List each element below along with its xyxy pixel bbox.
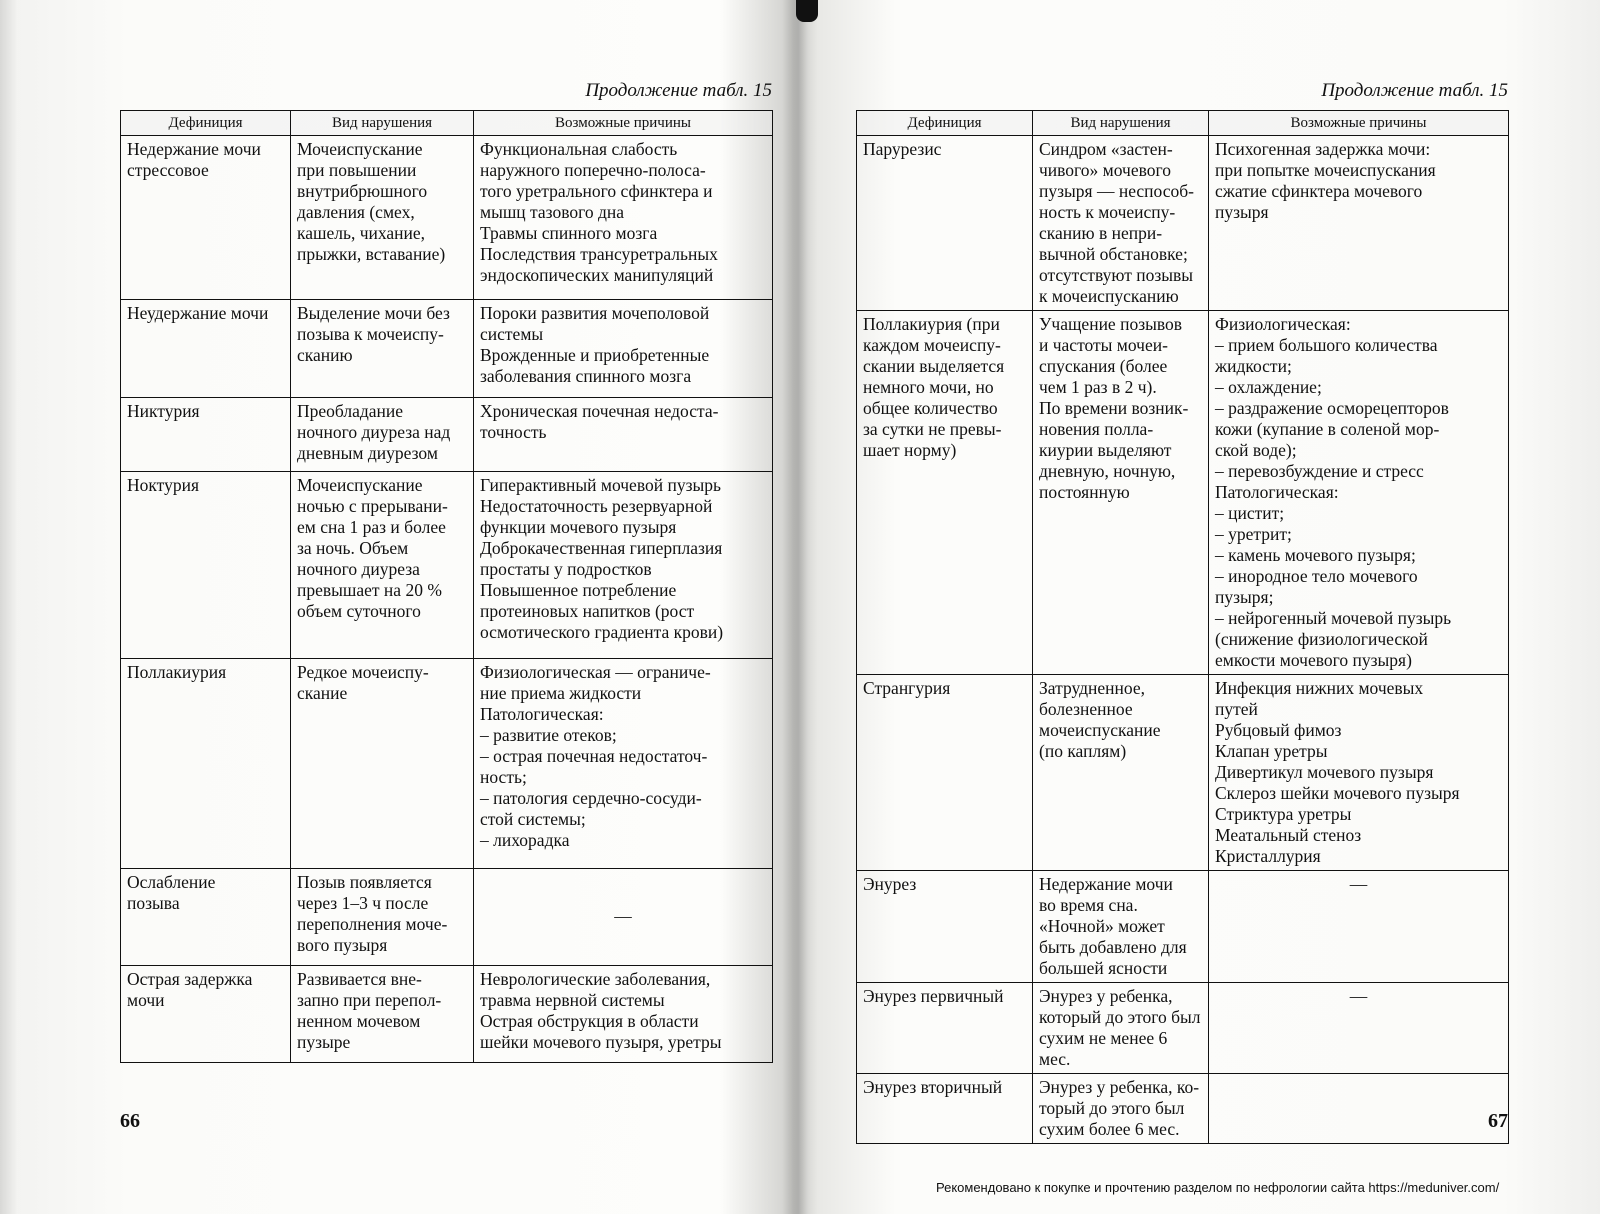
table-row — [857, 983, 1509, 1074]
column-header: Дефиниция — [857, 111, 1033, 136]
table-row — [121, 965, 773, 1062]
causes-cell: Физиологическая: – прием большого количества жидкости; – охлаждение; – раздражение осморецепторов кожи (купание в соленой мор- ской воде); – перевозбуждение и стресс Патологическая: – цистит; – уретрит; – камень мочевого пузыря; – инородное тело мочевого пузыря; – нейрогенный мочевой пузырь (снижение физиологической емкости мочевого пузыря) — [1209, 311, 1509, 675]
type-cell: Выделение мочи без позыва к мочеиспу- сканию — [291, 300, 474, 397]
type-cell: Преобладание ночного диуреза над дневным диурезом — [291, 397, 474, 472]
type-cell: Затрудненное, болезненное мочеиспускание (по каплям) — [1033, 675, 1209, 871]
table-caption: Продолжение табл. 15 — [585, 80, 772, 101]
column-header: Возможные причины — [474, 111, 773, 136]
gutter-shadow — [796, 0, 818, 22]
type-cell: Недержание мочи во время сна. «Ночной» может быть добавлено для большей ясности — [1033, 871, 1209, 983]
definition-cell: Ноктурия — [121, 472, 291, 659]
causes-cell: Физиологическая — ограниче- ние приема жидкости Патологическая: – развитие отеков; – острая почечная недостаточ- ность; – патология сердечно-сосуди- стой системы; – лихорадка — [474, 659, 773, 868]
footer-note: Рекомендовано к покупке и прочтению разделом по нефрологии сайта https://meduniver.com/ — [936, 1180, 1500, 1195]
table-row — [121, 659, 773, 868]
definition-cell: Неудержание мочи — [121, 300, 291, 397]
table-row — [857, 1074, 1509, 1144]
type-cell: Развивается вне- запно при перепол- ненном мочевом пузыре — [291, 965, 474, 1062]
type-cell: Синдром «застен- чивого» мочевого пузыря — неспособ- ность к мочеиспу- сканию в непри- вычной обстановке; отсутствуют позывы к мочеиспусканию — [1033, 136, 1209, 311]
table-row — [121, 136, 773, 300]
causes-cell: Инфекция нижних мочевых путей Рубцовый фимоз Клапан уретры Дивертикул мочевого пузыря Склероз шейки мочевого пузыря Стриктура уретры Меатальный стеноз Кристаллурия — [1209, 675, 1509, 871]
table-row — [121, 300, 773, 397]
book-edge — [0, 0, 18, 1214]
type-cell: Мочеиспускание при повышении внутрибрюшного давления (смех, кашель, чихание, прыжки, вставание) — [291, 136, 474, 300]
definitions-table — [120, 110, 773, 1063]
table-row — [121, 868, 773, 965]
column-header: Дефиниция — [121, 111, 291, 136]
type-cell: Энурез у ребенка, ко- торый до этого был сухим более 6 мес. — [1033, 1074, 1209, 1144]
table-header-row — [121, 111, 773, 136]
definition-cell: Никтурия — [121, 397, 291, 472]
definition-cell: Странгурия — [857, 675, 1033, 871]
right-page — [856, 0, 1508, 1214]
definitions-table — [856, 110, 1509, 1144]
table-row — [121, 397, 773, 472]
causes-cell: Пороки развития мочеполовой системы Врожденные и приобретенные заболевания спинного мозга — [474, 300, 773, 397]
definition-cell: Энурез вторичный — [857, 1074, 1033, 1144]
definition-cell: Недержание мочи стрессовое — [121, 136, 291, 300]
causes-cell — [1209, 1074, 1509, 1144]
causes-cell: — — [1209, 983, 1509, 1074]
causes-cell: Хроническая почечная недоста- точность — [474, 397, 773, 472]
causes-cell: Функциональная слабость наружного поперечно-полоса- того уретрального сфинктера и мышц тазового дна Травмы спинного мозга Последствия трансуретральных эндоскопических манипуляций — [474, 136, 773, 300]
causes-cell: — — [1209, 871, 1509, 983]
table-row — [121, 472, 773, 659]
definition-cell: Поллакиурия (при каждом мочеиспу- скании выделяется немного мочи, но общее количество за сутки не превы- шает норму) — [857, 311, 1033, 675]
definition-cell: Острая задержка мочи — [121, 965, 291, 1062]
column-header: Вид нарушения — [1033, 111, 1209, 136]
column-header: Вид нарушения — [291, 111, 474, 136]
left-page — [120, 0, 772, 1214]
definition-cell: Ослабление позыва — [121, 868, 291, 965]
definition-cell: Энурез — [857, 871, 1033, 983]
page-number: 66 — [120, 1110, 140, 1132]
definition-cell: Парурезис — [857, 136, 1033, 311]
causes-cell: Гиперактивный мочевой пузырь Недостаточность резервуарной функции мочевого пузыря Доброкачественная гиперплазия простаты у подростков Повышенное потребление протеиновых напитков (рост осмотического градиента крови) — [474, 472, 773, 659]
causes-cell: Психогенная задержка мочи: при попытке мочеиспускания сжатие сфинктера мочевого пузыря — [1209, 136, 1509, 311]
table-header-row — [857, 111, 1509, 136]
table-row — [857, 871, 1509, 983]
type-cell: Позыв появляется через 1–3 ч после переполнения моче- вого пузыря — [291, 868, 474, 965]
book-gutter — [782, 0, 818, 1214]
table-row — [857, 311, 1509, 675]
column-header: Возможные причины — [1209, 111, 1509, 136]
causes-cell: — — [474, 868, 773, 965]
table-row — [857, 675, 1509, 871]
type-cell: Мочеиспускание ночью с прерывани- ем сна 1 раз и более за ночь. Объем ночного диуреза превышает на 20 % объем суточного — [291, 472, 474, 659]
table-row — [857, 136, 1509, 311]
definition-cell: Поллакиурия — [121, 659, 291, 868]
type-cell: Учащение позывов и частоты мочеи- спускания (более чем 1 раз в 2 ч). По времени возник- новения полла- киурии выделяют дневную, ночную, постоянную — [1033, 311, 1209, 675]
type-cell: Энурез у ребенка, который до этого был сухим не менее 6 мес. — [1033, 983, 1209, 1074]
type-cell: Редкое мочеиспу- скание — [291, 659, 474, 868]
causes-cell: Неврологические заболевания, травма нервной системы Острая обструкция в области шейки мочевого пузыря, уретры — [474, 965, 773, 1062]
table-caption: Продолжение табл. 15 — [1321, 80, 1508, 101]
definition-cell: Энурез первичный — [857, 983, 1033, 1074]
page-number: 67 — [1488, 1110, 1508, 1132]
